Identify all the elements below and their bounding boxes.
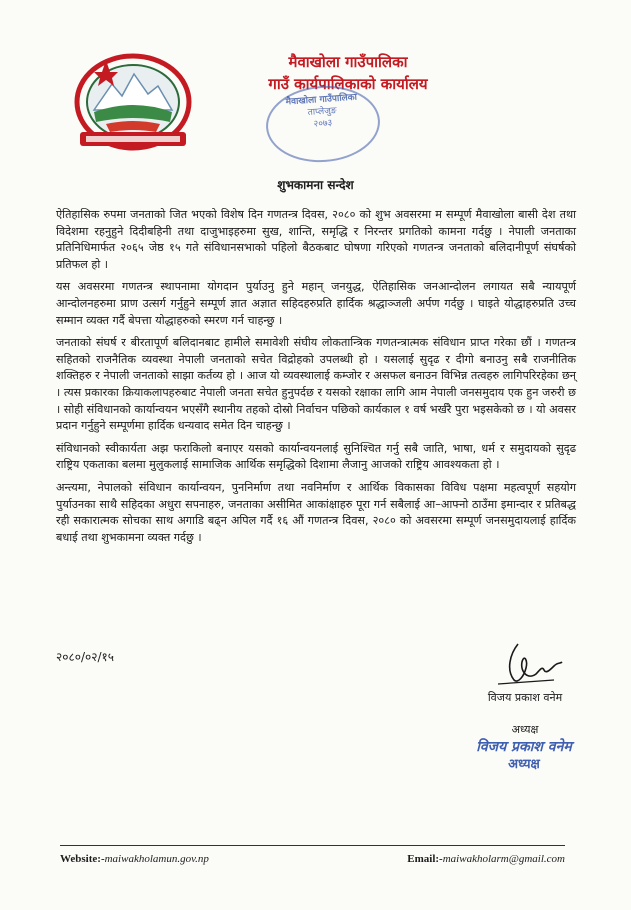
- letter-date: २०८०/०२/१५: [56, 650, 115, 664]
- stamp-line3: २०७३: [313, 118, 333, 130]
- footer-website: [60, 853, 209, 865]
- email-link[interactable]: maiwakholarm@gmail.com: [442, 853, 565, 865]
- paragraph-1: ऐतिहासिक रुपमा जनताको जित भएको विशेष दिन गणतन्त्र दिवस, २०८० को शुभ अवसरमा म सम्पूर्ण मैवाखोला बासी देश तथा विदेशमा रहनुहुने दिदीबहिनी तथा दाजुभाइहरुमा सुख, शान्ति, समृद्धि र निरन्तर प्रगतिको कामना गर्दछु । नेपाली जनताका प्रतिनिधिमार्फत २०६५ जेष्ठ १५ गते संविधानसभाको पहिलो बैठकबाट घोषणा गरिएको गणतन्त्र जनताको बलिदानीपूर्ण संघर्षको प्रतिफल हो ।: [56, 208, 576, 271]
- signature-stamp-title: अध्यक्ष: [508, 757, 540, 772]
- footer-email: [407, 853, 565, 865]
- signer-title: अध्यक्ष: [511, 723, 539, 736]
- nepal-emblem-icon: [72, 48, 194, 152]
- paragraph-2: यस अवसरमा गणतन्त्र स्थापनामा योगदान पुर्याउनु हुने महान् जनयुद्ध, ऐतिहासिक जनआन्दोलन लगायत सबै न्यायपूर्ण आन्दोलनहरुमा प्राण उत्सर्ग गर्नुहुने सम्पूर्ण ज्ञात अज्ञात सहिदहरुप्रति हार्दिक श्रद्धाञ्जली अर्पण गर्दछु । घाइते योद्धाहरुप्रति उच्च सम्मान व्यक्त गर्दै बेपत्ता योद्धाहरुको स्मरण गर्न चाहन्छु ।: [56, 280, 576, 327]
- org-name: [218, 52, 478, 94]
- signature-stamp-name: विजय प्रकाश वनेम: [476, 739, 572, 755]
- org-name-line1: मैवाखोला गाउँपालिका: [288, 53, 408, 71]
- stamp-line2: ताप्लेजुङ: [307, 106, 337, 119]
- stamp-line1: मैवाखोला गाउँपालिका: [285, 92, 358, 108]
- website-link[interactable]: maiwakholamun.gov.np: [104, 853, 209, 865]
- signer-name: विजय प्रकाश वनेम: [487, 691, 563, 704]
- signature-graphic: [488, 640, 564, 690]
- letter-body: [56, 207, 576, 552]
- website-label: Website:-: [60, 853, 105, 865]
- footer-divider: [60, 845, 565, 846]
- paragraph-4: संविधानको स्वीकार्यता अझ फराकिलो बनाएर यसको कार्यान्वयनलाई सुनिश्चित गर्नु सबै जाति, भाषा, धर्म र समुदायको सुदृढ राष्ट्रिय एकताका बलमा मुलुकलाई सामाजिक आर्थिक समृद्धिको दिशामा लैजानु आजको राष्ट्रिय आवश्यकता हो ।: [56, 441, 576, 472]
- paragraph-5: अन्त्यमा, नेपालको संविधान कार्यान्वयन, पुननिर्माण तथा नवनिर्माण र आर्थिक विकासका विविध पक्षमा महत्वपूर्ण सहयोग पुर्याउनका साथै सहिदका अधुरा सपनाहरु, जनताका असीमित आकांक्षाहरु पूरा गर्न सबैलाई आ–आफ्नो ठाउँमा इमान्दार र प्रतिबद्ध रही सकारात्मक सोचका साथ अगाडि बढ्न अपिल गर्दै १६ औं गणतन्त्र दिवस, २०८० को अवसरमा सम्पूर्ण जनसमुदायलाई हार्दिक बधाई तथा शुभकामना व्यक्त गर्दछु ।: [56, 480, 576, 544]
- paragraph-3: जनताको संघर्ष र बीरतापूर्ण बलिदानबाट हामीले समावेशी संघीय लोकतान्त्रिक गणतन्त्रात्मक संविधान प्राप्त गरेका छौं । गणतन्त्र सहितको राजनैतिक व्यवस्था नेपाली जनताको सचेत विद्रोहको उपलब्धी हो । यसलाई सुदृढ र दीगो बनाउनु सबै राजनीतिक शक्तिहरु र नेपाली जनताको साझा कर्तव्य हो । आज यो व्यवस्थालाई कम्जोर र असफल बनाउन विभिन्न तत्वहरु लागिपरिरहेका छन् । त्यस प्रकारका क्रियाकलापहरुबाट नेपाली जनता सचेत हुनुपर्दछ र यसको रक्षाका लागि आम नेपाली जनसमुदाय एक हुन जरुरी छ । सोही संविधानको कार्यान्वयन भएसँगै स्थानीय तहको दोस्रो निर्वाचन पछिको कार्यकाल १ वर्ष भर्खरै पुरा भइसकेको छ । यो अवसर प्रदान गर्नुहुने सम्पूर्णमा हार्दिक धन्यवाद समेत दिन चाहन्छु ।: [56, 336, 576, 433]
- email-label: Email:-: [407, 853, 443, 865]
- document-title: शुभकामना सन्देश: [277, 178, 354, 192]
- org-name-line2: गाउँ कार्यपालिकाको कार्यालय: [268, 75, 428, 93]
- office-stamp: [263, 82, 382, 166]
